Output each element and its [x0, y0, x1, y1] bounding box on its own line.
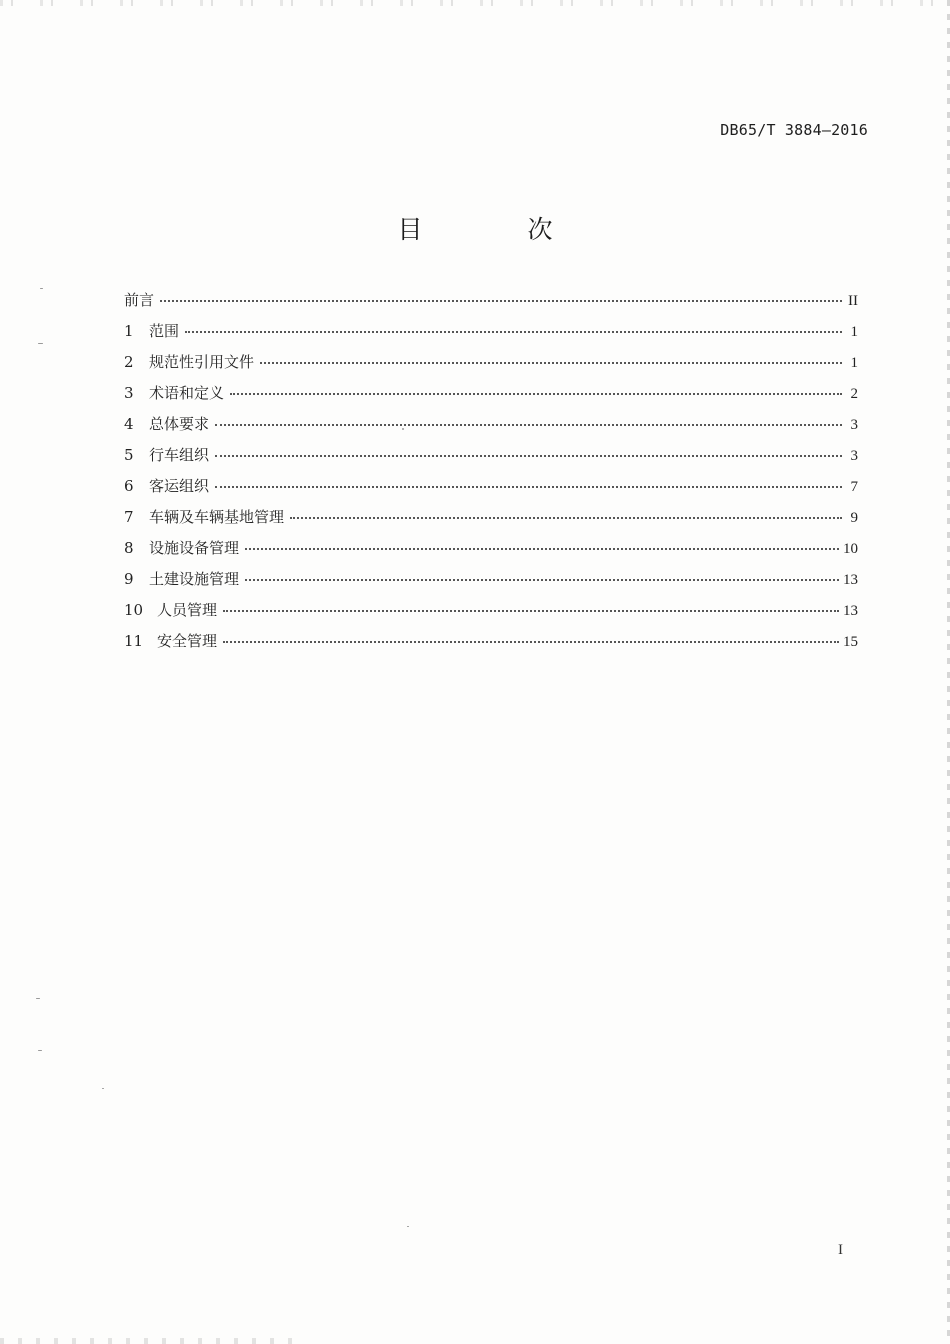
toc-dot-leader [215, 424, 842, 426]
toc-entry-safety[interactable] [124, 630, 858, 661]
toc-entry-vehicle-depot[interactable] [124, 506, 858, 537]
toc-dot-leader [230, 393, 842, 395]
toc-entry-number: 7 [124, 508, 134, 526]
toc-entry-label: 土建设施管理 [149, 570, 240, 588]
scan-edge-top [0, 0, 950, 6]
toc-entry-label: 安全管理 [157, 632, 218, 650]
toc-entry-label: 人员管理 [157, 601, 218, 619]
toc-entry-number: 2 [124, 353, 134, 371]
toc-entry-general-requirements[interactable] [124, 413, 858, 444]
toc-entry-page: II [848, 293, 858, 309]
toc-entry-page: 1 [850, 355, 858, 371]
toc-entry-terms-definitions[interactable] [124, 382, 858, 413]
toc-entry-number: 9 [124, 570, 134, 588]
toc-dot-leader [260, 362, 842, 364]
toc-entry-normative-references[interactable] [124, 351, 858, 382]
toc-entry-preface[interactable] [124, 289, 858, 320]
toc-entry-number: 6 [124, 477, 134, 495]
toc-dot-leader [160, 300, 842, 302]
toc-entry-page: 13 [843, 572, 858, 588]
toc-entry-page: 3 [850, 417, 858, 433]
toc-entry-facilities-equipment[interactable] [124, 537, 858, 568]
toc-entry-train-operation[interactable] [124, 444, 858, 475]
scan-speck [40, 288, 43, 289]
toc-entry-label: 规范性引用文件 [149, 353, 255, 371]
toc-entry-page: 7 [850, 479, 858, 495]
toc-entry-page: 3 [850, 448, 858, 464]
toc-title: 目 次 [397, 215, 593, 244]
toc-entry-passenger-service[interactable] [124, 475, 858, 506]
toc-entry-label: 行车组织 [149, 446, 210, 464]
toc-dot-leader [223, 641, 839, 643]
toc-entry-page: 2 [850, 386, 858, 402]
toc-dot-leader [223, 610, 839, 612]
toc-entry-scope[interactable] [124, 320, 858, 351]
footer-page-number: I [838, 1242, 843, 1258]
toc-dot-leader [185, 331, 842, 333]
scan-edge-bottom [0, 1338, 300, 1344]
toc-entry-number: 1 [124, 322, 134, 340]
toc-entry-page: 9 [850, 510, 858, 526]
toc-entry-page: 13 [843, 603, 858, 619]
scan-speck [102, 1088, 104, 1089]
toc-dot-leader [245, 579, 839, 581]
toc-dot-leader [215, 455, 842, 457]
toc-dot-leader [290, 517, 842, 519]
toc-dot-leader [215, 486, 842, 488]
toc-entry-number: 11 [124, 632, 144, 650]
toc-entry-civil-works[interactable] [124, 568, 858, 599]
toc-entry-number: 10 [124, 601, 144, 619]
toc-entry-personnel[interactable] [124, 599, 858, 630]
toc-entry-label: 总体要求 [149, 415, 210, 433]
toc-entry-label: 范围 [149, 322, 180, 340]
toc-list [124, 289, 858, 661]
scan-speck [36, 998, 40, 999]
toc-dot-leader [245, 548, 839, 550]
toc-entry-page: 1 [850, 324, 858, 340]
toc-entry-label: 术语和定义 [149, 384, 225, 402]
toc-entry-number: 3 [124, 384, 134, 402]
toc-entry-number: 4 [124, 415, 134, 433]
toc-entry-label: 设施设备管理 [149, 539, 240, 557]
toc-entry-number: 5 [124, 446, 134, 464]
toc-entry-number: 8 [124, 539, 134, 557]
toc-entry-page: 10 [843, 541, 858, 557]
toc-entry-label: 前言 [124, 291, 155, 309]
scan-speck [38, 1050, 42, 1051]
document-code: DB65/T 3884—2016 [720, 121, 868, 139]
scan-speck [407, 1226, 409, 1227]
scan-speck [38, 343, 43, 344]
toc-entry-label: 车辆及车辆基地管理 [149, 508, 285, 526]
toc-entry-page: 15 [843, 634, 858, 650]
toc-entry-label: 客运组织 [149, 477, 210, 495]
